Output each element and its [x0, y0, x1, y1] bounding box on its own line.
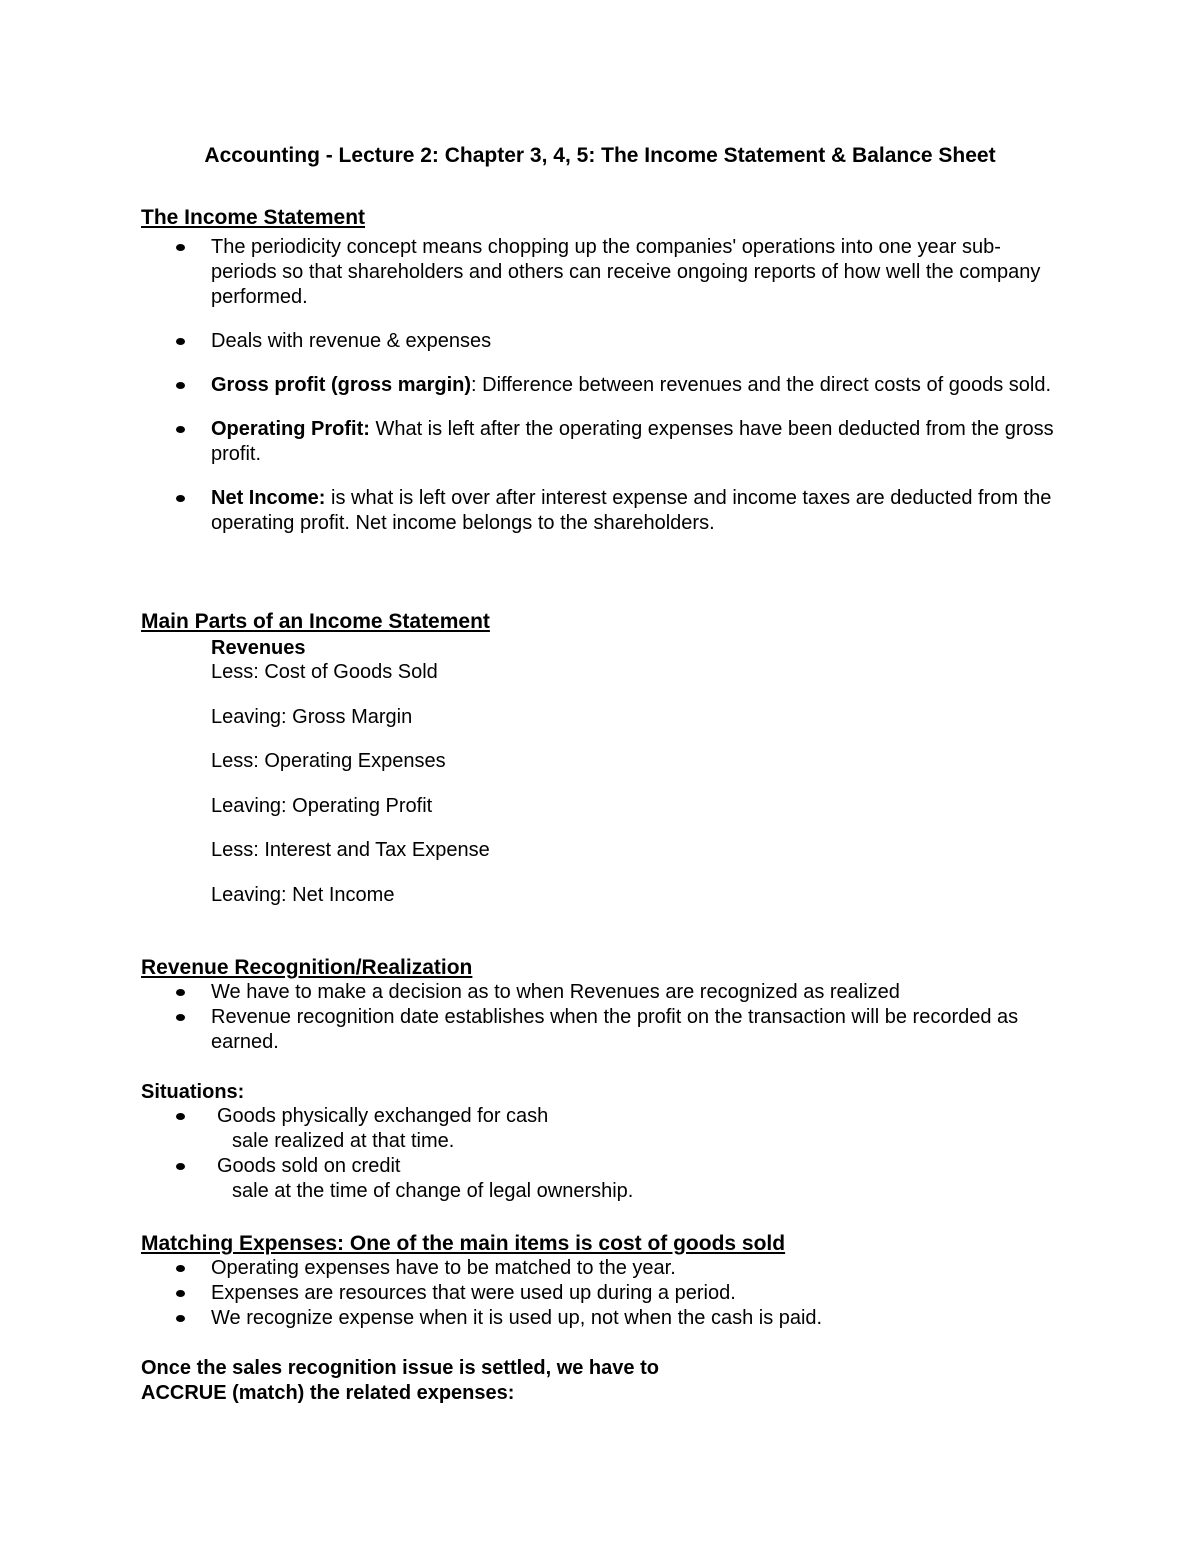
list-item [0, 1104, 1067, 1154]
item-text: Goods sold on credit [217, 1155, 401, 1177]
bullet-icon [176, 1163, 185, 1170]
matching-expenses-heading: Matching Expenses: One of the main items is cost of goods sold [141, 1232, 786, 1255]
item-term: Gross profit (gross margin) [211, 374, 472, 396]
list-item [0, 417, 1061, 467]
bullet-icon [176, 382, 185, 389]
item-subtext: sale realized at that time. [232, 1130, 455, 1152]
income-statement-list [0, 235, 1061, 536]
list-item [0, 1281, 1061, 1306]
item-text: Operating expenses have to be matched to the year. [211, 1257, 676, 1279]
list-item [0, 980, 1061, 1005]
statement-line: Less: Cost of Goods Sold [211, 661, 438, 683]
item-text: is what is left over after interest expense and income taxes are deducted from the operating profit. Net income belongs to the shareholders. [211, 487, 1052, 534]
statement-line: Leaving: Gross Margin [211, 706, 413, 728]
bullet-icon [176, 426, 185, 433]
item-text: We have to make a decision as to when Revenues are recognized as realized [211, 981, 900, 1003]
statement-line: Leaving: Operating Profit [211, 795, 433, 817]
income-statement-heading: The Income Statement [141, 206, 366, 229]
list-item [0, 373, 1061, 398]
matching-expenses-list [0, 1256, 1061, 1331]
item-text: Revenue recognition date establishes when the profit on the transaction will be recorded as earned. [211, 1006, 1019, 1053]
revenues-label: Revenues [211, 637, 306, 659]
bullet-icon [176, 1014, 185, 1021]
bullet-icon [176, 1290, 185, 1297]
bullet-icon [176, 244, 185, 251]
item-text: Expenses are resources that were used up during a period. [211, 1282, 736, 1304]
main-parts-heading: Main Parts of an Income Statement [141, 610, 490, 633]
item-term: Operating Profit: [211, 418, 370, 440]
item-text: We recognize expense when it is used up, not when the cash is paid. [211, 1307, 823, 1329]
item-term: Net Income: [211, 487, 326, 509]
item-subtext: sale at the time of change of legal ownership. [232, 1180, 634, 1202]
situations-list [0, 1104, 1067, 1204]
list-item [0, 1154, 1067, 1204]
document-title: Accounting - Lecture 2: Chapter 3, 4, 5: The Income Statement & Balance Sheet [204, 144, 996, 167]
statement-line: Leaving: Net Income [211, 884, 395, 906]
statement-line: Less: Interest and Tax Expense [211, 839, 490, 861]
list-item [0, 1256, 1061, 1281]
situations-heading: Situations: [141, 1081, 245, 1103]
bullet-icon [176, 989, 185, 996]
closing-line-1: Once the sales recognition issue is settled, we have to [141, 1357, 659, 1379]
statement-line: Less: Operating Expenses [211, 750, 446, 772]
item-text: : Difference between revenues and the direct costs of goods sold. [471, 374, 1052, 396]
bullet-icon [176, 338, 185, 345]
item-text: Goods physically exchanged for cash [217, 1105, 549, 1127]
list-item [0, 1005, 1061, 1055]
revenue-recognition-list [0, 980, 1061, 1055]
bullet-icon [176, 1265, 185, 1272]
item-text: The periodicity concept means chopping up the companies' operations into one year sub-periods so that shareholders and others can receive ongoing reports of how well the company performed. [211, 236, 1041, 308]
revenue-recognition-heading: Revenue Recognition/Realization [141, 956, 473, 979]
list-item [0, 486, 1061, 536]
list-item [0, 329, 1061, 354]
list-item [0, 235, 1061, 310]
bullet-icon [176, 495, 185, 502]
item-text: Deals with revenue & expenses [211, 330, 492, 352]
item-text: What is left after the operating expenses have been deducted from the gross profit. [211, 418, 1054, 465]
bullet-icon [176, 1113, 185, 1120]
list-item [0, 1306, 1061, 1331]
closing-line-2: ACCRUE (match) the related expenses: [141, 1382, 515, 1404]
bullet-icon [176, 1315, 185, 1322]
